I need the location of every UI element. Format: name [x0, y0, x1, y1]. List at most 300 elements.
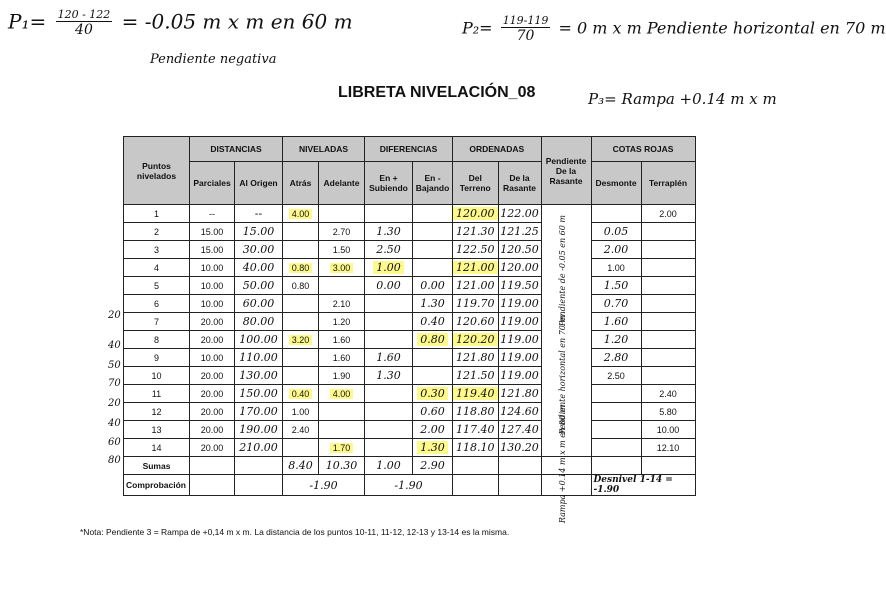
cell-ter: 120.20	[453, 333, 498, 346]
table-cell	[190, 439, 235, 457]
table-cell	[591, 439, 641, 457]
pendiente-note: Rampa +0.14 m x m en 80 m	[557, 405, 567, 524]
cell-ras: 124.60	[500, 405, 539, 418]
table-row	[124, 421, 696, 439]
table-cell	[124, 367, 190, 385]
cell-ras: 119.00	[500, 333, 539, 346]
table-cell	[283, 421, 319, 439]
cell-ori: 100.00	[239, 333, 278, 346]
table-cell	[413, 313, 453, 331]
cell-par: 20.00	[200, 388, 224, 399]
table-cell	[190, 385, 235, 403]
header-bajando: En - Bajando	[413, 162, 453, 205]
header-desmonte: Desmonte	[591, 162, 641, 205]
header-puntos: Puntos nivelados	[124, 137, 190, 205]
p2-result: = 0 m x m Pendiente horizontal en 70 m	[558, 18, 886, 38]
cell-par: 10.00	[200, 298, 224, 309]
p2-annotation	[462, 14, 886, 44]
table-cell	[124, 223, 190, 241]
cell-baj: 1.30	[417, 441, 448, 454]
table-cell	[190, 241, 235, 259]
cell-ade: 2.70	[332, 226, 351, 237]
table-cell	[641, 439, 695, 457]
cell-ras: 121.80	[500, 387, 539, 400]
table-cell	[641, 367, 695, 385]
cell-baj: 2.00	[420, 423, 445, 436]
table-cell	[235, 223, 283, 241]
cell-ras: 119.00	[500, 315, 539, 328]
cell-ter: 118.10	[456, 441, 495, 454]
table-cell	[453, 367, 499, 385]
table-cell	[283, 295, 319, 313]
table-cell	[498, 421, 541, 439]
cell-ori: 110.00	[239, 351, 278, 364]
table-row	[124, 403, 696, 421]
cell-tpl: 10.00	[656, 424, 680, 435]
cell-tpl: 2.40	[659, 388, 677, 399]
cell-baj: 0.30	[417, 387, 448, 400]
cell-des: 1.50	[603, 279, 629, 292]
table-cell	[319, 349, 365, 367]
table-cell	[124, 403, 190, 421]
p2-label: P₂=	[462, 18, 493, 38]
cell-p: 12	[151, 406, 162, 417]
cell-sub: 2.50	[376, 243, 401, 256]
table-cell	[365, 313, 413, 331]
cell-ori: 50.00	[242, 279, 275, 292]
table-cell	[591, 259, 641, 277]
cell-ras: 119.00	[500, 369, 539, 382]
table-cell	[453, 277, 499, 295]
table-cell	[235, 295, 283, 313]
table-cell	[235, 349, 283, 367]
table-cell	[498, 403, 541, 421]
table-cell	[235, 331, 283, 349]
sumas-empty	[591, 457, 641, 475]
table-cell	[124, 385, 190, 403]
header-de-la-rasante: De la Rasante	[498, 162, 541, 205]
table-cell	[453, 439, 499, 457]
cell-ter: 118.80	[456, 405, 495, 418]
pendiente-note: Pendiente de -0.05 en 60 m	[557, 215, 567, 327]
table-cell	[413, 331, 453, 349]
table-cell	[283, 241, 319, 259]
header-atras: Atrás	[283, 162, 319, 205]
cell-par: 10.00	[200, 262, 224, 273]
cell-des: 1.60	[603, 315, 629, 328]
table-row	[124, 259, 696, 277]
table-cell	[641, 349, 695, 367]
table-cell	[283, 277, 319, 295]
table-cell	[190, 295, 235, 313]
table-cell	[190, 259, 235, 277]
table-cell	[365, 349, 413, 367]
table-cell	[124, 331, 190, 349]
table-cell	[365, 259, 413, 277]
table-cell	[413, 421, 453, 439]
table-cell	[365, 331, 413, 349]
cell-p: 3	[153, 244, 159, 255]
table-cell	[319, 295, 365, 313]
header-pendiente: Pendiente De la Rasante	[541, 137, 591, 205]
table-row	[124, 331, 696, 349]
cell-par: 20.00	[200, 370, 224, 381]
cell-ter: 121.00	[456, 279, 495, 292]
table-cell	[591, 385, 641, 403]
cell-des: 0.70	[603, 297, 629, 310]
table-row	[124, 313, 696, 331]
table-cell	[641, 331, 695, 349]
cell-p: 4	[153, 262, 159, 273]
cell-par: 10.00	[200, 280, 224, 291]
pendiente-note: Pendiente horizontal en 70 m	[557, 315, 567, 435]
cell-atr: 4.00	[289, 209, 313, 219]
table-cell	[124, 259, 190, 277]
table-cell	[498, 259, 541, 277]
table-cell	[591, 421, 641, 439]
cell-ras: 120.00	[500, 261, 539, 274]
p1-fraction	[56, 8, 113, 38]
table-cell	[641, 259, 695, 277]
cell-ade: 3.00	[330, 263, 354, 273]
sum-adelante: 10.30	[319, 457, 365, 475]
table-cell	[453, 313, 499, 331]
table-row	[124, 295, 696, 313]
table-cell	[498, 277, 541, 295]
cell-baj: 0.60	[420, 405, 445, 418]
table-cell	[413, 439, 453, 457]
pendiente-cell	[541, 205, 591, 524]
table-cell	[283, 439, 319, 457]
table-cell	[498, 367, 541, 385]
cell-ori: 190.00	[239, 423, 278, 436]
comp-empty	[453, 475, 499, 496]
table-cell	[453, 385, 499, 403]
cell-baj: 0.00	[420, 279, 445, 292]
cell-ade: 1.70	[330, 443, 354, 453]
table-cell	[591, 277, 641, 295]
table-cell	[235, 439, 283, 457]
table-cell	[190, 349, 235, 367]
cell-ter: 117.40	[456, 423, 495, 436]
table-cell	[124, 349, 190, 367]
cell-par: 15.00	[200, 226, 224, 237]
table-cell	[365, 205, 413, 223]
cell-des: 1.20	[603, 333, 629, 346]
cell-ras: 130.20	[500, 441, 539, 454]
sumas-empty	[235, 457, 283, 475]
comp-niveladas: -1.90	[283, 475, 365, 496]
table-cell	[283, 385, 319, 403]
table-cell	[498, 349, 541, 367]
table-cell	[591, 403, 641, 421]
table-cell	[453, 331, 499, 349]
cell-par: 20.00	[200, 424, 224, 435]
cell-ter: 119.70	[456, 297, 495, 310]
header-al-origen: Al Origen	[235, 162, 283, 205]
p1-numerator: 120 - 122	[57, 8, 111, 21]
p1-subtitle: Pendiente negativa	[150, 52, 277, 67]
table-cell	[235, 367, 283, 385]
table-cell	[413, 367, 453, 385]
leveling-table	[123, 136, 696, 524]
sumas-empty	[190, 457, 235, 475]
cell-des: 2.80	[603, 351, 629, 364]
cell-par: 20.00	[200, 316, 224, 327]
comp-empty	[190, 475, 235, 496]
table-cell	[190, 367, 235, 385]
comp-empty	[498, 475, 541, 496]
cell-ori: 130.00	[239, 369, 278, 382]
header-subiendo: En + Subiendo	[365, 162, 413, 205]
table-cell	[641, 421, 695, 439]
table-cell	[235, 403, 283, 421]
table-cell	[591, 295, 641, 313]
cell-p: 11	[151, 388, 162, 399]
p1-label: P₁=	[8, 9, 47, 34]
cell-ter: 121.00	[453, 261, 498, 274]
table-cell	[283, 259, 319, 277]
table-cell	[319, 241, 365, 259]
table-cell	[283, 313, 319, 331]
p2-fraction	[501, 14, 551, 44]
cell-atr: 0.40	[289, 389, 313, 399]
sumas-empty	[453, 457, 499, 475]
table-cell	[591, 331, 641, 349]
table-cell	[641, 295, 695, 313]
cell-des: 2.00	[603, 243, 629, 256]
table-cell	[319, 421, 365, 439]
margin-mark: 40	[108, 340, 121, 351]
table-cell	[319, 367, 365, 385]
cell-ori: 150.00	[239, 387, 278, 400]
table-cell	[413, 259, 453, 277]
table-cell	[235, 241, 283, 259]
table-cell	[453, 223, 499, 241]
table-cell	[283, 403, 319, 421]
cell-ter: 120.60	[456, 315, 495, 328]
table-cell	[453, 241, 499, 259]
table-cell	[283, 223, 319, 241]
table-cell	[124, 241, 190, 259]
table-row	[124, 439, 696, 457]
table-cell	[283, 349, 319, 367]
cell-atr: 1.00	[291, 406, 310, 417]
cell-ter: 120.00	[453, 207, 498, 220]
table-cell	[365, 385, 413, 403]
table-cell	[190, 313, 235, 331]
margin-mark: 50	[108, 360, 121, 371]
table-cell	[498, 439, 541, 457]
table-row	[124, 349, 696, 367]
cell-des: 0.05	[603, 225, 629, 238]
cell-des: 2.50	[607, 370, 625, 381]
cell-ori: 170.00	[239, 405, 278, 418]
cell-tpl: 5.80	[659, 406, 677, 417]
table-cell	[413, 403, 453, 421]
table-cell	[319, 439, 365, 457]
table-cell	[365, 367, 413, 385]
table-cell	[413, 277, 453, 295]
p3-annotation: P₃= Rampa +0.14 m x m	[588, 90, 777, 108]
cell-ras: 119.50	[500, 279, 539, 292]
cell-ras: 122.00	[500, 207, 539, 220]
table-row	[124, 385, 696, 403]
table-cell	[235, 385, 283, 403]
table-row	[124, 205, 696, 223]
sumas-empty	[498, 457, 541, 475]
table-cell	[413, 223, 453, 241]
cell-ori: --	[254, 207, 263, 220]
table-cell	[498, 205, 541, 223]
cell-ori: 80.00	[242, 315, 275, 328]
cell-tpl: 12.10	[656, 442, 680, 453]
comp-diferencias: -1.90	[365, 475, 453, 496]
table-cell	[413, 349, 453, 367]
table-cell	[453, 259, 499, 277]
table-cell	[498, 313, 541, 331]
table-cell	[498, 223, 541, 241]
desnivel-value: Desnivel 1-14 = -1.90	[591, 475, 695, 496]
table-cell	[413, 205, 453, 223]
cell-atr: 3.20	[289, 335, 313, 345]
p2-numerator: 119-119	[502, 14, 549, 27]
cell-p: 14	[151, 442, 162, 453]
cell-ade: 1.60	[332, 352, 351, 363]
table-cell	[235, 313, 283, 331]
margin-mark: 20	[108, 310, 121, 321]
sumas-empty	[641, 457, 695, 475]
table-cell	[591, 241, 641, 259]
cell-ori: 40.00	[242, 261, 275, 274]
sum-subiendo: 1.00	[365, 457, 413, 475]
table-cell	[591, 313, 641, 331]
margin-mark: 80	[108, 455, 121, 466]
cell-atr: 2.40	[291, 424, 310, 435]
table-cell	[365, 439, 413, 457]
table-cell	[235, 205, 283, 223]
cell-ade: 1.60	[332, 334, 351, 345]
table-cell	[365, 241, 413, 259]
table-cell	[413, 385, 453, 403]
cell-par: --	[209, 208, 215, 219]
table-cell	[124, 277, 190, 295]
table-cell	[190, 205, 235, 223]
table-cell	[190, 223, 235, 241]
header-terraplen: Terraplén	[641, 162, 695, 205]
header-niveladas: NIVELADAS	[283, 137, 365, 162]
comprobacion-label: Comprobación	[124, 475, 190, 496]
cell-atr: 0.80	[289, 263, 313, 273]
cell-ras: 121.25	[500, 225, 539, 238]
header-ordenadas: ORDENADAS	[453, 137, 542, 162]
cell-par: 15.00	[200, 244, 224, 255]
table-cell	[319, 331, 365, 349]
table-row	[124, 223, 696, 241]
cell-sub: 1.30	[376, 369, 401, 382]
table-cell	[283, 367, 319, 385]
table-cell	[365, 277, 413, 295]
cell-p: 5	[153, 280, 159, 291]
margin-mark: 60	[108, 437, 121, 448]
cell-atr: 0.80	[291, 280, 310, 291]
header-del-terreno: Del Terreno	[453, 162, 499, 205]
comp-empty	[235, 475, 283, 496]
table-cell	[641, 403, 695, 421]
table-cell	[453, 349, 499, 367]
cell-p: 7	[153, 316, 159, 327]
table-cell	[319, 403, 365, 421]
header-diferencias: DIFERENCIAS	[365, 137, 453, 162]
table-cell	[319, 223, 365, 241]
table-cell	[641, 385, 695, 403]
cell-par: 10.00	[200, 352, 224, 363]
table-cell	[641, 223, 695, 241]
cell-ade: 1.50	[332, 244, 351, 255]
cell-ter: 121.80	[456, 351, 495, 364]
margin-mark: 40	[108, 418, 121, 429]
cell-p: 2	[153, 226, 159, 237]
table-cell	[124, 205, 190, 223]
cell-tpl: 2.00	[659, 208, 677, 219]
table-cell	[413, 295, 453, 313]
footnote: *Nota: Pendiente 3 = Rampa de +0,14 m x m. La distancia de los puntos 10-11, 11-12, 12-13 y 13-14 es la misma.	[80, 527, 510, 537]
cell-sub: 0.00	[376, 279, 401, 292]
margin-mark: 70	[108, 378, 121, 389]
table-cell	[235, 259, 283, 277]
cell-ade: 1.20	[332, 316, 351, 327]
cell-p: 13	[151, 424, 162, 435]
margin-mark: 20	[108, 398, 121, 409]
table-cell	[453, 295, 499, 313]
table-cell	[319, 277, 365, 295]
table-cell	[124, 295, 190, 313]
cell-sub: 1.30	[376, 225, 401, 238]
table-cell	[235, 421, 283, 439]
cell-ori: 30.00	[242, 243, 275, 256]
table-cell	[319, 385, 365, 403]
table-cell	[591, 223, 641, 241]
cell-ter: 121.30	[456, 225, 495, 238]
table-row	[124, 241, 696, 259]
sum-bajando: 2.90	[413, 457, 453, 475]
table-cell	[453, 403, 499, 421]
table-cell	[319, 259, 365, 277]
sumas-label: Sumas	[124, 457, 190, 475]
cell-ter: 121.50	[456, 369, 495, 382]
cell-par: 20.00	[200, 442, 224, 453]
cell-par: 20.00	[200, 406, 224, 417]
cell-baj: 0.40	[420, 315, 445, 328]
table-cell	[413, 241, 453, 259]
p2-denominator: 70	[516, 28, 535, 44]
table-cell	[365, 295, 413, 313]
cell-ras: 120.50	[500, 243, 539, 256]
cell-ade: 4.00	[330, 389, 354, 399]
cell-des: 1.00	[607, 262, 625, 273]
table-row	[124, 367, 696, 385]
table-cell	[453, 421, 499, 439]
table-row	[124, 277, 696, 295]
header-cotas: COTAS ROJAS	[591, 137, 695, 162]
table-cell	[124, 313, 190, 331]
table-cell	[319, 205, 365, 223]
cell-ter: 119.40	[453, 387, 498, 400]
table-cell	[319, 313, 365, 331]
table-cell	[283, 205, 319, 223]
table-cell	[641, 277, 695, 295]
cell-ori: 60.00	[242, 297, 275, 310]
